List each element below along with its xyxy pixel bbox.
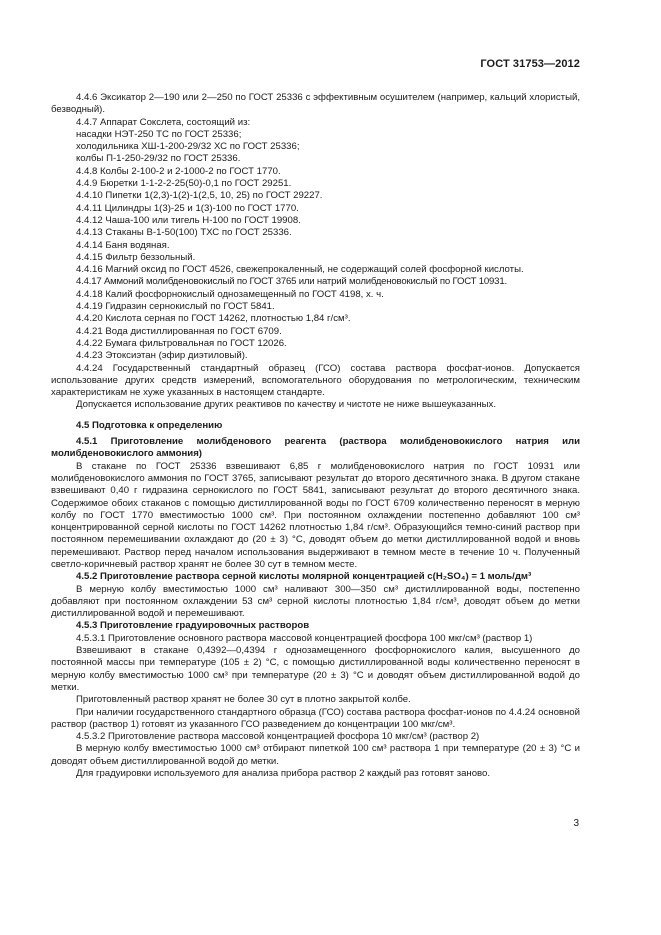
item-4-4-19: 4.4.19 Гидразин сернокислый по ГОСТ 5841. xyxy=(76,301,275,313)
item-4-4-17: 4.4.17 Аммоний молибденовокислый по ГОСТ 3765 или натрий молибденовокислый по ГОСТ 10931. xyxy=(76,276,507,288)
item-4-4-21: 4.4.21 Вода дистиллированная по ГОСТ 6709. xyxy=(76,325,282,337)
item-4-4-14: 4.4.14 Баня водяная. xyxy=(76,239,170,251)
item-4-4-8: 4.4.8 Колбы 2-100-2 и 2-1000-2 по ГОСТ 1770. xyxy=(76,165,281,177)
item-4-4-7: 4.4.7 Аппарат Сокслета, состоящий из: xyxy=(76,116,251,128)
section-4-5-1-text: В стакане по ГОСТ 25336 взвешивают 6,85 г молибденовокислого натрия по ГОСТ 10931 или молибденовокислого аммония по ГОСТ 3765, записывают результат до второго десятичного знака. В другом стакане взвешивают 0,40 г гидразина сернокислого по ГОСТ 5841, записывают результат до второго десятичного знака. Содержимое обоих стаканов с помощью дистиллированной воды по ГОСТ 6709 количественно переносят в мерную колбу по ГОСТ 1770 вместимостью 1000 см³. При постоянном охлаждении постепенно добавляют 100 см³ концентрированной серной кислоты по ГОСТ 14262 плотностью 1,84 г/см³. Образующийся темно-синий раствор при постоянном перемешивании охлаждают до (20 ± 3) °С, доводят объем до метки дистиллированной водой и вновь перемешивают. Раствор перед началом использования выдерживают в темном месте в течение 10 ч. Полученный светло-коричневый раствор хранят не более 30 сут в темном месте. xyxy=(51,460,580,570)
section-4-5-2-title: 4.5.2 Приготовление раствора серной кислоты молярной концентрацией c(H₂SO₄) = 1 моль/дм³ xyxy=(76,571,532,583)
item-4-4-24: 4.4.24 Государственный стандартный образец (ГСО) состава раствора фосфат-ионов. Допускается использование других средств измерений, вспомогательного оборудования по метрологическим, техническим характеристикам не хуже указанных в настоящем стандарте. xyxy=(51,362,580,399)
section-4-5-2-text: В мерную колбу вместимостью 1000 см³ наливают 300—350 см³ дистиллированной воды, постепенно добавляют при постоянном охлаждении 53 см³ серной кислоты плотностью 1,84 г/см³, доводят объем до метки дистиллированной водой и перемешивают. xyxy=(51,583,580,620)
section-4-5-title: 4.5 Подготовка к определению xyxy=(76,419,223,431)
item-4-4-12: 4.4.12 Чаша-100 или тигель Н-100 по ГОСТ 19908. xyxy=(76,214,301,226)
section-4-5-3-1-text: Взвешивают в стакане 0,4392—0,4394 г однозамещенного фосфорнокислого калия, высушенного до постоянной массы при температуре (105 ± 2) °С, с помощью дистиллированной воды количественно переносят в мерную колбу вместимостью 1000 см³ при температуре (20 ± 3) °С и доводят объем дистиллированной водой до метки. xyxy=(51,645,580,693)
item-4-4-6: 4.4.6 Эксикатор 2—190 или 2—250 по ГОСТ 25336 с эффективным осушителем (например, кальций хлористый, безводный). xyxy=(51,92,580,116)
item-4-4-11: 4.4.11 Цилиндры 1(3)-25 и 1(3)-100 по ГОСТ 1770. xyxy=(76,202,299,214)
section-4-5-3-1-gso: При наличии государственного стандартного образца (ГСО) состава раствора фосфат-ионов по 4.4.24 основной раствор (раствор 1) готовят из указанного ГСО разведением до концентрации 100 мкг/см³. xyxy=(51,706,580,730)
section-4-5-3-1-storage: Приготовленный раствор хранят не более 30 сут в плотно закрытой колбе. xyxy=(76,694,411,706)
soxhlet-part-1: насадки НЭТ-250 ТС по ГОСТ 25336; xyxy=(76,128,242,140)
item-4-4-18: 4.4.18 Калий фосфорнокислый однозамещенный по ГОСТ 4198, х. ч. xyxy=(76,288,384,300)
section-4-5-3-title: 4.5.3 Приготовление градуировочных растворов xyxy=(76,620,310,632)
page-number: 3 xyxy=(573,818,579,829)
item-4-4-13: 4.4.13 Стаканы В-1-50(100) ТХС по ГОСТ 25336. xyxy=(76,227,292,239)
reagent-note: Допускается использование других реактивов по качеству и чистоте не ниже вышеуказанных. xyxy=(76,399,496,411)
soxhlet-part-3: колбы П-1-250-29/32 по ГОСТ 25336. xyxy=(76,153,241,165)
section-4-5-3-2-text: В мерную колбу вместимостью 1000 см³ отбирают пипеткой 100 см³ раствора 1 при температуре (20 ± 3) °С и доводят объем дистиллированной водой до метки. xyxy=(51,743,580,767)
document-body xyxy=(51,92,580,780)
item-4-4-10: 4.4.10 Пипетки 1(2,3)-1(2)-1(2,5, 10, 25) по ГОСТ 29227. xyxy=(76,190,323,202)
standard-header: ГОСТ 31753—2012 xyxy=(480,58,580,70)
item-4-4-15: 4.4.15 Фильтр беззольный. xyxy=(76,251,196,263)
soxhlet-part-2: холодильника ХШ-1-200-29/32 ХС по ГОСТ 25336; xyxy=(76,141,300,153)
section-4-5-3-1-title: 4.5.3.1 Приготовление основного раствора массовой концентрацией фосфора 100 мкг/см³ (раствор 1) xyxy=(76,632,533,644)
item-4-4-9: 4.4.9 Бюретки 1-1-2-2-25(50)-0,1 по ГОСТ 29251. xyxy=(76,178,292,190)
item-4-4-22: 4.4.22 Бумага фильтровальная по ГОСТ 12026. xyxy=(76,337,287,349)
section-4-5-1-title: 4.5.1 Приготовление молибденового реагента (раствора молибденовокислого натрия или молибденовокислого аммония) xyxy=(51,436,580,460)
item-4-4-16: 4.4.16 Магний оксид по ГОСТ 4526, свежепрокаленный, не содержащий солей фосфорной кислоты. xyxy=(76,264,524,276)
item-4-4-20: 4.4.20 Кислота серная по ГОСТ 14262, плотностью 1,84 г/см³. xyxy=(76,313,351,325)
section-4-5-3-2-title: 4.5.3.2 Приготовление раствора массовой концентрацией фосфора 10 мкг/см³ (раствор 2) xyxy=(76,731,480,743)
section-4-5-3-2-note: Для градуировки используемого для анализа прибора раствор 2 каждый раз готовят заново. xyxy=(76,768,491,780)
item-4-4-23: 4.4.23 Этоксиэтан (эфир диэтиловый). xyxy=(76,350,248,362)
